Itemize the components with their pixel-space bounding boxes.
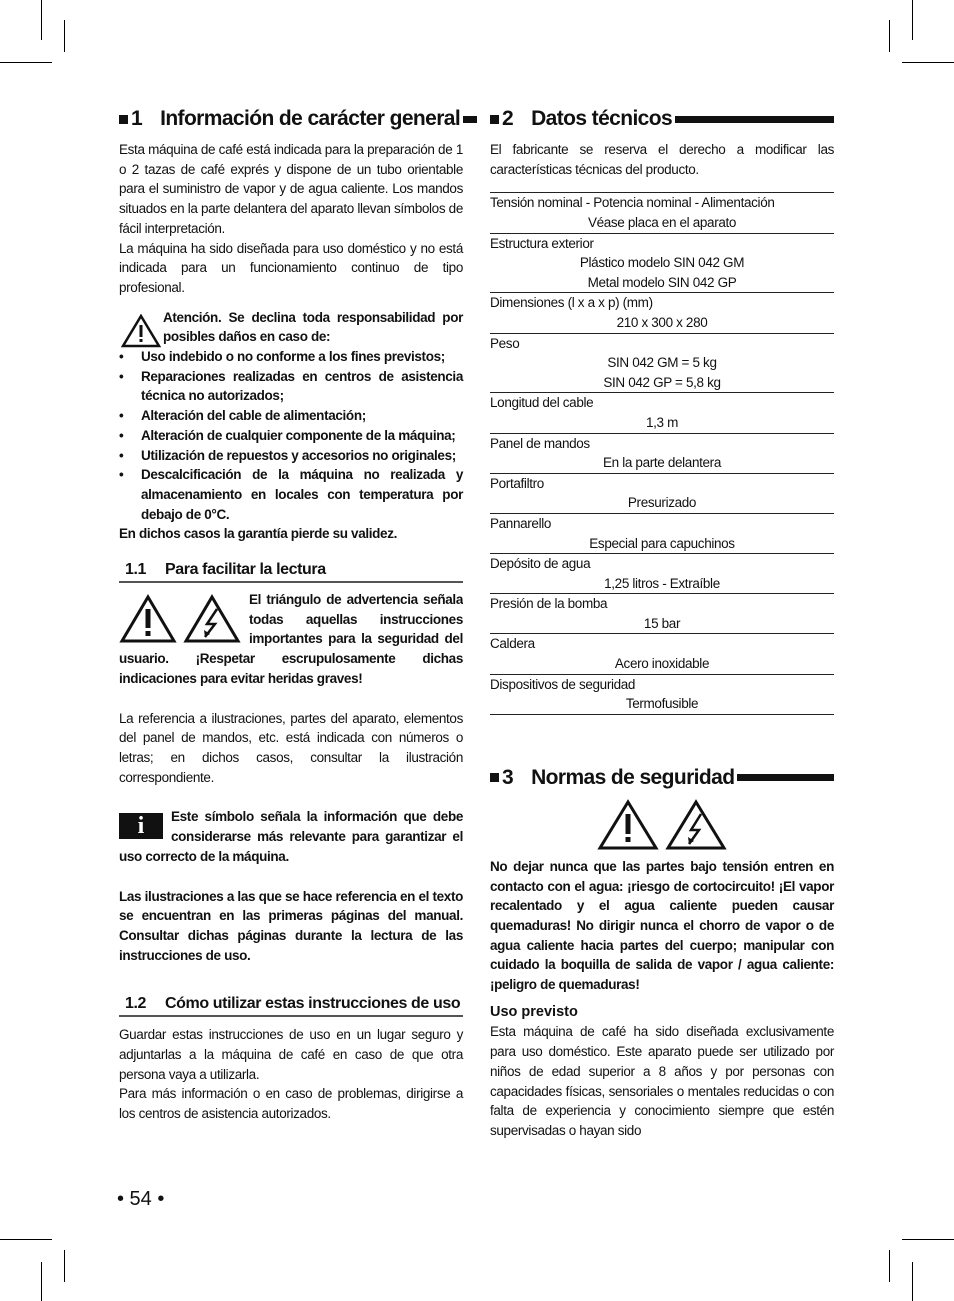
spec-row	[490, 193, 834, 233]
warning-triangle-icon	[121, 314, 161, 348]
list-item: • Reparaciones realizadas en centros de asistencia técnica no autorizados;	[119, 367, 463, 406]
spec-value: Acero inoxidable	[614, 656, 710, 672]
section-3-heading: 3 Normas de seguridad	[490, 763, 834, 793]
triangle-text: El triángulo de advertencia señala todas aquellas instrucciones importantes para la seguridad del usuario. ¡Respetar escrupulosamente dichas indicaciones para evitar heridas graves!	[119, 592, 463, 686]
spec-row	[490, 393, 834, 433]
spec-label: Pannarello	[490, 515, 552, 531]
section-1-heading: 1 Información de carácter general	[119, 104, 463, 134]
spec-value: 15 bar	[643, 615, 681, 631]
safety-icons	[490, 799, 834, 851]
spec-label: Dimensiones (l x a x p) (mm)	[490, 295, 653, 311]
spec-row	[490, 554, 834, 594]
spec-row	[490, 333, 834, 393]
spec-value: SIN 042 GM = 5 kg	[607, 355, 717, 371]
spec-label: Dispositivos de seguridad	[490, 676, 636, 692]
spec-label: Depósito de agua	[490, 556, 591, 572]
section-1-2-heading: 1.2 Cómo utilizar estas instrucciones de uso	[119, 994, 463, 1017]
electric-hazard-icon	[183, 594, 241, 644]
spec-value: Plástico modelo SIN 042 GM	[579, 255, 745, 271]
reserve-text: El fabricante se reserva el derecho a modificar las características técnicas del producto.	[490, 142, 834, 177]
spec-row	[490, 233, 834, 293]
left-column	[119, 104, 463, 1124]
illustrations-text: Las ilustraciones a las que se hace referencia en el texto se encuentran en las primeras páginas del manual. Consultar dichas páginas durante la lectura de las instrucciones de uso.	[119, 888, 463, 963]
list-item: • Descalcificación de la máquina no realizada y almacenamiento en locales con temperatura por debajo de 0°C.	[119, 465, 463, 524]
spec-row	[490, 594, 834, 634]
spec-label: Presión de la bomba	[490, 596, 608, 612]
triangle-block	[119, 590, 463, 689]
spec-value: Véase placa en el aparato	[587, 215, 737, 230]
intro-paragraph-2: La máquina ha sido diseñada para uso doméstico y no está indicada para un funcionamiento continuo de tipo profesional.	[119, 240, 463, 295]
spec-label: Caldera	[490, 636, 535, 652]
spec-value: 210 x 300 x 280	[616, 314, 708, 330]
warranty-text: En dichos casos la garantía pierde su validez.	[119, 526, 398, 542]
reference-text: La referencia a ilustraciones, partes del aparato, elementos del panel de mandos, etc. está indicada con números o letras; en dichos casos, consultar la ilustración correspondiente.	[119, 710, 463, 785]
spec-label: Portafiltro	[490, 475, 544, 491]
spec-table	[490, 192, 834, 714]
uso-previsto-text: Esta máquina de café ha sido diseñada exclusivamente para uso doméstico. Este aparato puede ser utilizado por niños de edad superior a 8 años y por personas con capacidades físicas, sensoriales o mentales reducidas o con falta de experiencia y conocimiento siempre que estén supervisadas o hayan sido	[490, 1024, 834, 1138]
list-item: • Alteración de cualquier componente de la máquina;	[119, 426, 463, 446]
info-block	[119, 807, 463, 866]
damage-list	[119, 347, 463, 524]
info-text: Este símbolo señala la información que debe considerarse más relevante para garantizar el uso correcto de la máquina.	[119, 809, 463, 864]
spec-row	[490, 473, 834, 513]
safety-warning: No dejar nunca que las partes bajo tensión entren en contacto con el agua: ¡riesgo de cortocircuito! ¡El vapor recalentado y el agua caliente pueden causar quemaduras! No dirigir nunca el chorro de vapor o de agua caliente hacia partes del cuerpo; manipular con cuidado la boquilla de salida de vapor / agua caliente: ¡peligro de quemaduras!	[490, 858, 834, 993]
electric-hazard-icon	[665, 799, 727, 851]
spec-row	[490, 433, 834, 473]
more-info-text: Para más información o en caso de problemas, dirigirse a los centros de asistencia autorizados.	[119, 1086, 463, 1122]
spec-row	[490, 293, 834, 333]
spec-label: Panel de mandos	[490, 435, 590, 451]
list-item: • Uso indebido o no conforme a los fines previstos;	[119, 347, 463, 367]
spec-label: Peso	[490, 335, 520, 351]
section-2-heading: 2 Datos técnicos	[490, 104, 834, 134]
intro-paragraph: Esta máquina de café está indicada para la preparación de 1 o 2 tazas de café exprés y dispone de un tubo orientable para el suministro de vapor y de agua caliente. Los mandos situados en la parte delantera del aparato llevan símbolos de fácil interpretación.	[119, 142, 463, 236]
page-number: • 54 •	[117, 1188, 165, 1210]
spec-value: Especial para capuchinos	[589, 535, 735, 551]
spec-value: 1,3 m	[645, 414, 678, 430]
list-item: • Alteración del cable de alimentación;	[119, 406, 463, 426]
warning-triangle-icon	[597, 799, 659, 851]
spec-label: Estructura exterior	[490, 235, 594, 251]
section-1-1-heading: 1.1 Para facilitar la lectura	[119, 560, 463, 583]
spec-value: Metal modelo SIN 042 GP	[587, 274, 737, 290]
spec-label: Tensión nominal - Potencia nominal - Alimentación	[490, 195, 775, 211]
attention-text: Atención. Se declina toda responsabilidad por posibles daños en caso de:	[163, 309, 463, 345]
spec-row	[490, 634, 834, 674]
spec-row	[490, 674, 834, 714]
list-item: • Utilización de repuestos y accesorios no originales;	[119, 446, 463, 466]
info-icon: i	[119, 813, 163, 839]
uso-previsto-heading: Uso previsto	[490, 1003, 578, 1020]
keep-text: Guardar estas instrucciones de uso en un lugar seguro y adjuntarlas a la máquina de café en caso de que otra persona vaya a utilizarla.	[119, 1027, 463, 1082]
spec-value: Termofusible	[625, 696, 699, 712]
right-column	[490, 104, 834, 1141]
spec-row	[490, 513, 834, 553]
spec-value: En la parte delantera	[603, 455, 721, 471]
spec-label: Longitud del cable	[490, 395, 594, 411]
attention-block	[119, 308, 463, 347]
spec-value: SIN 042 GP = 5,8 kg	[603, 374, 721, 390]
spec-value: Presurizado	[627, 495, 697, 511]
warning-triangle-icon	[119, 594, 177, 644]
spec-value: 1,25 litros - Extraíble	[604, 575, 720, 591]
